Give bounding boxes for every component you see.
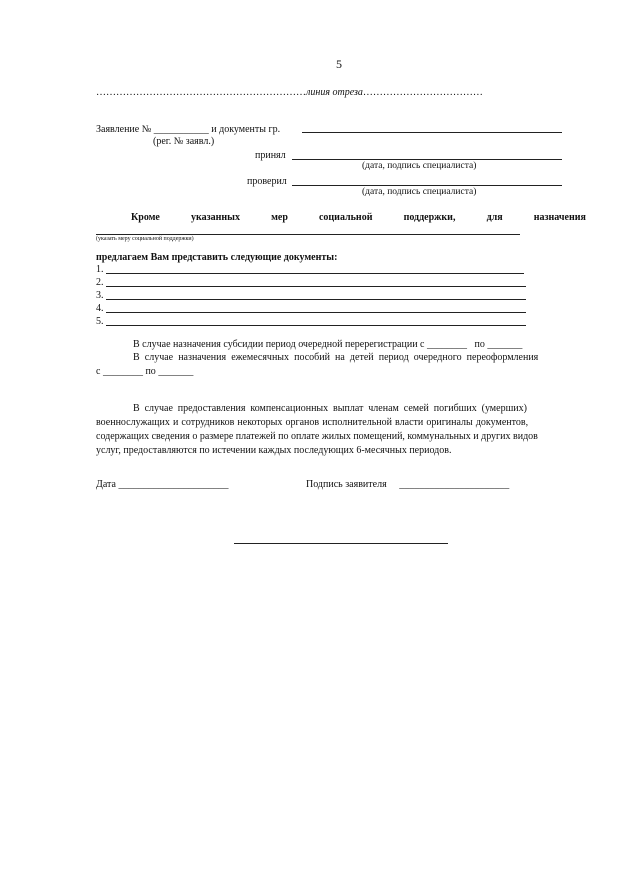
subsidy-from-blank: ________ bbox=[426, 339, 467, 350]
accepted-line bbox=[292, 159, 562, 160]
cut-line-label: линия отреза bbox=[306, 87, 363, 98]
checked-note: (дата, подпись специалиста) bbox=[362, 187, 477, 197]
date-blank: ______________________ bbox=[118, 479, 229, 490]
cut-line bbox=[96, 87, 483, 98]
end-divider bbox=[234, 543, 448, 544]
documents-of-citizen-label: и документы гр. bbox=[211, 124, 281, 135]
accepted-note: (дата, подпись специалиста) bbox=[362, 161, 477, 171]
document-item-line bbox=[106, 325, 526, 326]
compensation-line-4: услуг, предоставляются по истечении каждых последующих 6-месячных периодов. bbox=[96, 445, 452, 456]
support-measure-note: (указать меру социальной поддержки) bbox=[96, 236, 194, 242]
document-item-line bbox=[106, 286, 526, 287]
signature-blank: ______________________ bbox=[399, 479, 510, 490]
registration-note: (рег. № заявл.) bbox=[153, 136, 215, 147]
subsidy-period-line bbox=[133, 339, 522, 350]
page-number: 5 bbox=[336, 57, 342, 71]
subsidy-to-blank: _______ bbox=[487, 339, 523, 350]
word-2: указанных bbox=[190, 212, 240, 223]
compensation-line-1: В случае предоставления компенсационных выплат членам семей погибших (умерших) bbox=[133, 403, 527, 414]
accepted-label: принял bbox=[255, 150, 286, 161]
document-item-number: 2. bbox=[96, 277, 104, 288]
document-item-number: 3. bbox=[96, 290, 104, 301]
allowance-from-blank: ________ bbox=[102, 366, 143, 377]
subsidy-to-word: по bbox=[474, 339, 485, 350]
word-1: Кроме bbox=[131, 212, 160, 223]
allowance-period-dates bbox=[96, 366, 193, 377]
word-4: социальной bbox=[318, 212, 373, 223]
citizen-name-line bbox=[302, 132, 562, 133]
document-item-line bbox=[106, 273, 524, 274]
documents-heading: предлагаем Вам представить следующие документы: bbox=[96, 252, 338, 263]
allowance-to-blank: _______ bbox=[158, 366, 194, 377]
document-item-number: 1. bbox=[96, 264, 104, 275]
signature-field bbox=[306, 479, 509, 490]
allowance-from-word: с bbox=[96, 366, 101, 377]
document-item-line bbox=[106, 299, 526, 300]
signature-label: Подпись заявителя bbox=[306, 479, 387, 490]
allowance-to-word: по bbox=[145, 366, 156, 377]
word-3: мер bbox=[271, 212, 288, 223]
document-item-number: 4. bbox=[96, 303, 104, 314]
support-measure-line bbox=[96, 234, 520, 235]
compensation-line-3: содержащих сведения о размере платежей по оплате жилых помещений, коммунальных и других видов bbox=[96, 431, 538, 442]
word-7: назначения bbox=[533, 212, 586, 223]
date-field bbox=[96, 479, 228, 490]
application-number-label: Заявление № bbox=[96, 124, 152, 135]
word-5: поддержки, bbox=[403, 212, 456, 223]
allowance-period-text: В случае назначения ежемесячных пособий на детей период очередного переоформления bbox=[133, 352, 539, 363]
document-item-number: 5. bbox=[96, 316, 104, 327]
date-label: Дата bbox=[96, 479, 116, 490]
application-label bbox=[96, 124, 280, 135]
subsidy-period-text: В случае назначения субсидии период очередной перерегистрации с bbox=[133, 339, 425, 350]
cut-line-right-dots: ……………………………… bbox=[362, 87, 483, 98]
checked-label: проверил bbox=[247, 176, 287, 187]
compensation-line-2: военнослужащих и сотрудников некоторых органов исполнительной власти оригиналы документов, bbox=[96, 417, 529, 428]
support-measures-sentence bbox=[131, 212, 586, 223]
document-item-line bbox=[106, 312, 526, 313]
application-number-blank: ___________ bbox=[153, 124, 209, 135]
cut-line-left-dots: ……………………………………………………… bbox=[96, 87, 306, 98]
word-6: для bbox=[486, 212, 503, 223]
checked-line bbox=[292, 185, 562, 186]
